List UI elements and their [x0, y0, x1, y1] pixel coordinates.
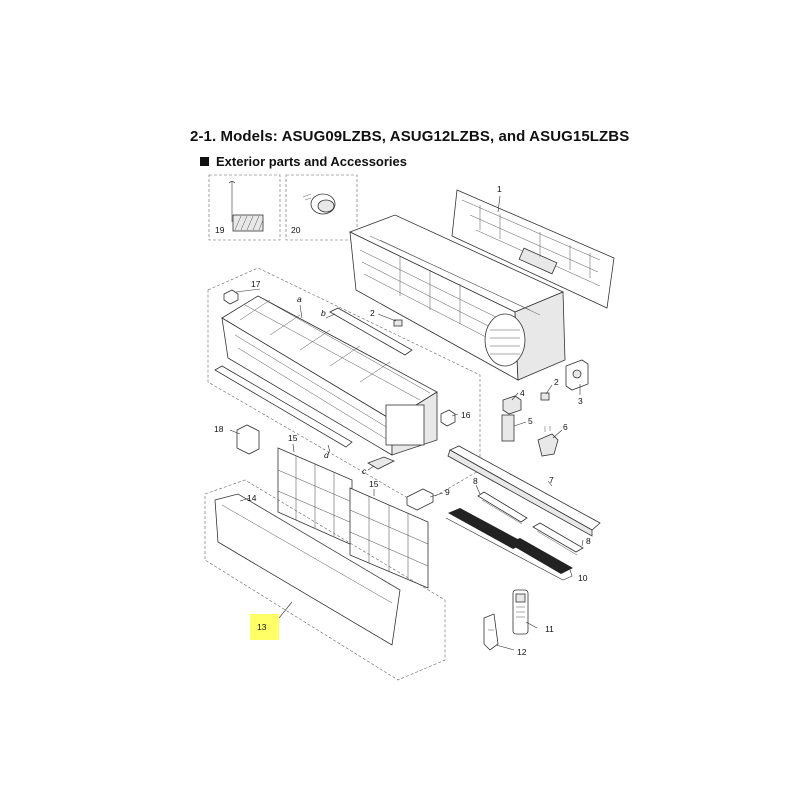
callout-3: 3 — [578, 396, 583, 406]
callout-2: 2 — [370, 308, 375, 318]
callout-9: 9 — [445, 487, 450, 497]
remote-control — [513, 590, 528, 634]
callout-16: 16 — [461, 410, 471, 420]
callout-6: 6 — [563, 422, 568, 432]
callout-15: 15 — [288, 433, 298, 443]
callout-13: 13 — [257, 622, 267, 632]
callout-11: 11 — [545, 624, 554, 634]
callout-12: 12 — [517, 647, 527, 657]
callout-8-second: 8 — [586, 536, 591, 546]
callout-7: 7 — [549, 475, 554, 485]
callout-d: d — [324, 450, 329, 460]
part-4 — [503, 396, 521, 414]
callout-5: 5 — [528, 416, 533, 426]
remote-holder — [484, 614, 498, 650]
callout-18: 18 — [214, 424, 224, 434]
part-17 — [224, 290, 238, 304]
callout-b: b — [321, 308, 326, 318]
part-6 — [538, 426, 558, 456]
part-8-louvre-upper — [478, 492, 527, 524]
callout-a: a — [297, 294, 302, 304]
clip-part-2b — [541, 393, 549, 400]
part-18 — [237, 425, 259, 454]
page-title: 2-1. Models: ASUG09LZBS, ASUG12LZBS, and ASUG15LZBS — [190, 128, 630, 145]
callout-15-second: 15 — [369, 479, 379, 489]
callout-2-second: 2 — [554, 377, 559, 387]
callout-20: 20 — [291, 225, 301, 235]
callout-c: c — [362, 466, 367, 476]
callout-19: 19 — [215, 225, 225, 235]
part-10-air-grilles — [446, 508, 573, 580]
callout-8: 8 — [473, 476, 478, 486]
section-heading-label: Exterior parts and Accessories — [216, 154, 407, 169]
callout-14: 14 — [247, 493, 257, 503]
callout-10: 10 — [578, 573, 588, 583]
callout-1: 1 — [497, 184, 502, 194]
part-9 — [407, 489, 433, 510]
part-3-bracket — [566, 360, 588, 390]
callout-17: 17 — [251, 279, 261, 289]
part-16 — [441, 410, 455, 426]
part-5 — [502, 415, 514, 441]
callout-4: 4 — [520, 388, 525, 398]
